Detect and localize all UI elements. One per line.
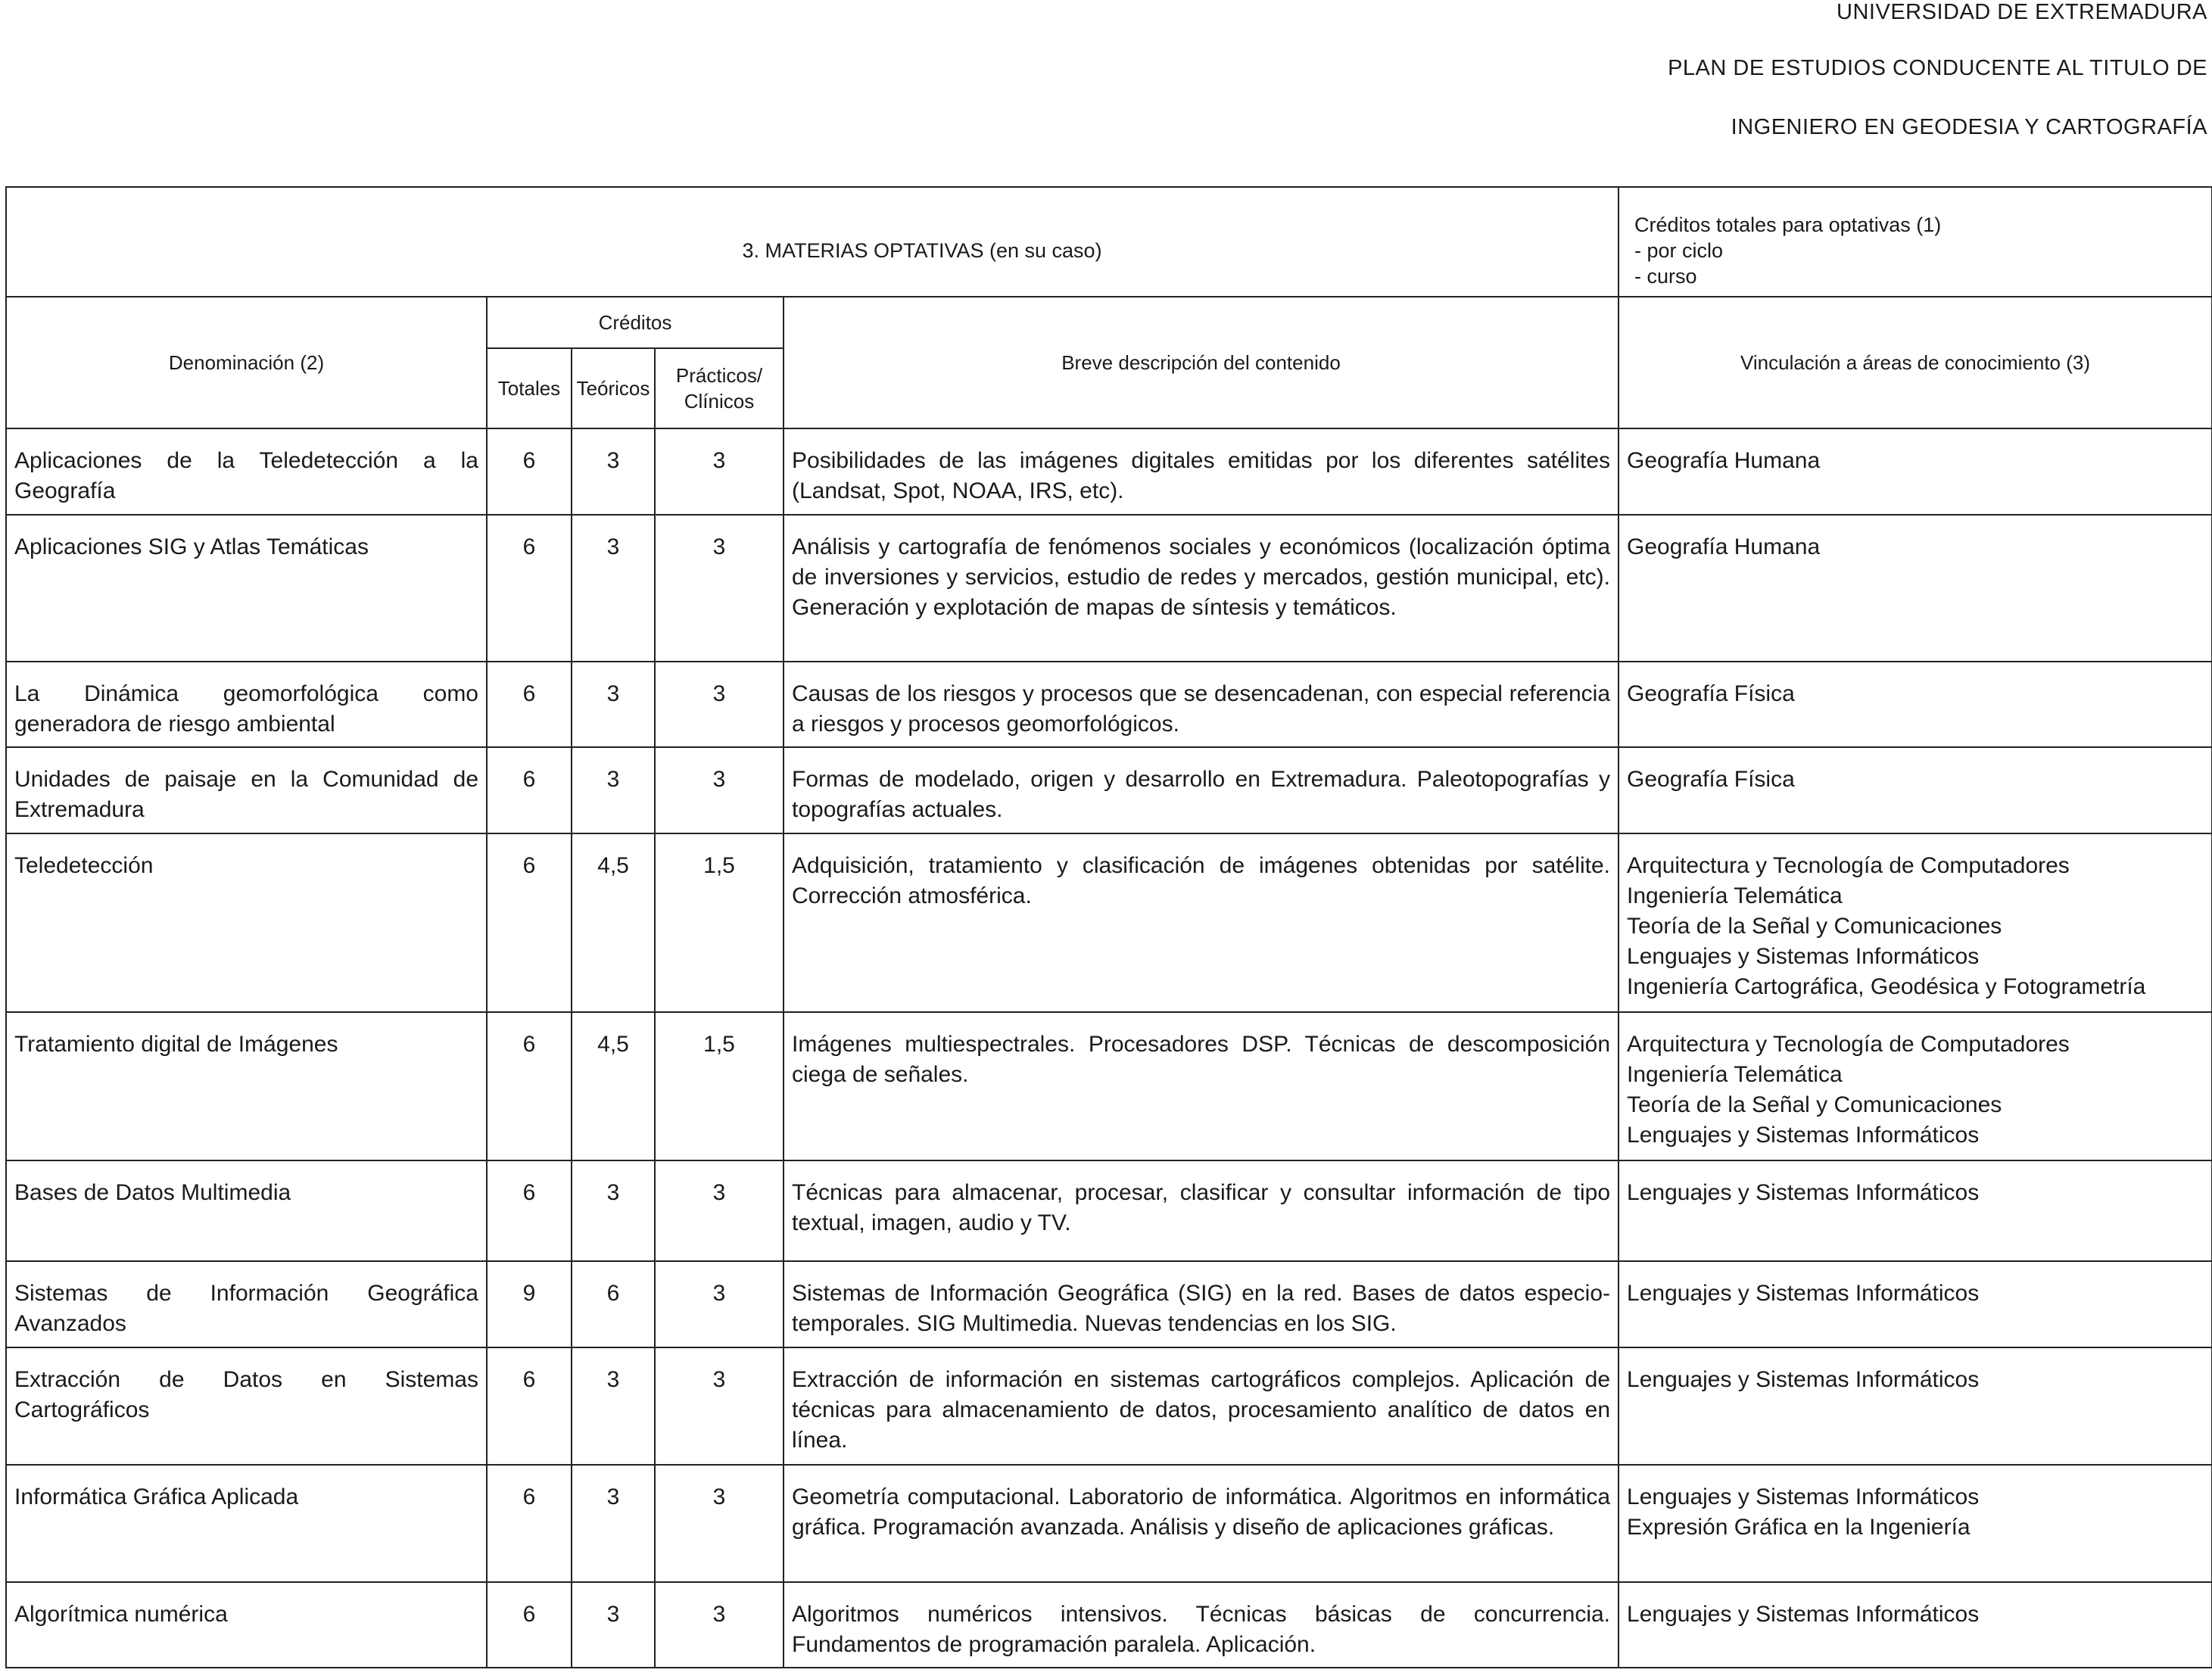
subject-name: La Dinámica geomorfológica como generadora de riesgo ambiental [6,662,487,747]
subject-description: Geometría computacional. Laboratorio de informática. Algoritmos en informática gráfica. Programación avanzada. Análisis y diseño de aplicaciones gráficas. [784,1465,1618,1582]
knowledge-areas [1618,1582,2212,1668]
credits-totales: 6 [487,1465,572,1582]
subject-description: Imágenes multiespectrales. Procesadores DSP. Técnicas de descomposición ciega de señales. [784,1012,1618,1160]
knowledge-area: Geografía Física [1627,767,1795,792]
credits-practicos: 1,5 [655,833,784,1012]
credits-totales: 6 [487,747,572,833]
subject-name: Extracción de Datos en Sistemas Cartográficos [6,1347,487,1465]
col-header-totales: Totales [487,348,572,428]
col-header-practicos [655,348,784,428]
knowledge-area: Lenguajes y Sistemas Informáticos [1627,1367,1980,1392]
subject-name: Unidades de paisaje en la Comunidad de Extremadura [6,747,487,833]
credits-practicos: 3 [655,662,784,747]
col-header-teoricos: Teóricos [572,348,655,428]
knowledge-area: Lenguajes y Sistemas Informáticos [1627,1123,1980,1148]
col-header-practicos-line2: Clínicos [684,390,755,413]
section-title: 3. MATERIAS OPTATIVAS (en su caso) [6,187,1618,297]
credits-totales: 6 [487,1012,572,1160]
credits-practicos: 3 [655,515,784,662]
credits-practicos: 1,5 [655,1012,784,1160]
knowledge-area: Geografía Física [1627,681,1795,706]
knowledge-areas [1618,1160,2212,1261]
subject-name: Sistemas de Información Geográfica Avanzados [6,1261,487,1347]
table-row [6,662,2212,747]
knowledge-area: Ingeniería Telemática [1627,883,1843,908]
knowledge-area: Geografía Humana [1627,534,1821,559]
subject-name: Aplicaciones de la Teledetección a la Geografía [6,428,487,515]
col-header-name: Denominación (2) [6,297,487,428]
credits-totales: 9 [487,1261,572,1347]
subject-name: Teledetección [6,833,487,1012]
credits-totales: 6 [487,1160,572,1261]
knowledge-areas [1618,1465,2212,1582]
credits-practicos: 3 [655,428,784,515]
optional-subjects-table [5,186,2212,1668]
subject-description: Formas de modelado, origen y desarrollo en Extremadura. Paleotopografías y topografías actuales. [784,747,1618,833]
credits-totales: 6 [487,428,572,515]
subject-name: Aplicaciones SIG y Atlas Temáticas [6,515,487,662]
knowledge-areas [1618,747,2212,833]
credits-teoricos: 3 [572,662,655,747]
knowledge-area: Lenguajes y Sistemas Informáticos [1627,1484,1980,1509]
table-row [6,515,2212,662]
table-row [6,1465,2212,1582]
credits-teoricos: 3 [572,1160,655,1261]
credits-practicos: 3 [655,1582,784,1668]
credits-teoricos: 4,5 [572,833,655,1012]
knowledge-area: Teoría de la Señal y Comunicaciones [1627,1092,2002,1117]
knowledge-area: Lenguajes y Sistemas Informáticos [1627,944,1980,969]
header-plan: PLAN DE ESTUDIOS CONDUCENTE AL TITULO DE [1668,56,2207,80]
knowledge-areas [1618,662,2212,747]
credits-teoricos: 3 [572,747,655,833]
knowledge-area: Ingeniería Telemática [1627,1062,1843,1087]
subject-name: Bases de Datos Multimedia [6,1160,487,1261]
credits-practicos: 3 [655,1347,784,1465]
credits-summary [1618,187,2212,297]
subject-description: Extracción de información en sistemas cartográficos complejos. Aplicación de técnicas para almacenamiento de datos, procesamiento analítico de datos en línea. [784,1347,1618,1465]
credits-per-course-label: - curso [1634,264,1697,288]
credits-practicos: 3 [655,1261,784,1347]
knowledge-areas [1618,1261,2212,1347]
credits-teoricos: 4,5 [572,1012,655,1160]
credits-totales: 6 [487,1582,572,1668]
credits-practicos: 3 [655,1160,784,1261]
credits-per-cycle-label: - por ciclo [1634,238,1724,262]
knowledge-area: Geografía Humana [1627,448,1821,473]
col-header-creditos: Créditos [487,297,784,348]
credits-teoricos: 3 [572,515,655,662]
subject-description: Posibilidades de las imágenes digitales emitidas por los diferentes satélites (Landsat, Spot, NOAA, IRS, etc). [784,428,1618,515]
credits-teoricos: 3 [572,1465,655,1582]
credits-practicos: 3 [655,747,784,833]
knowledge-area: Lenguajes y Sistemas Informáticos [1627,1602,1980,1627]
knowledge-area: Lenguajes y Sistemas Informáticos [1627,1180,1980,1205]
knowledge-areas [1618,833,2212,1012]
knowledge-area: Arquitectura y Tecnología de Computadores [1627,853,2070,878]
credits-totales: 6 [487,833,572,1012]
subject-description: Algoritmos numéricos intensivos. Técnicas básicas de concurrencia. Fundamentos de programación paralela. Aplicación. [784,1582,1618,1668]
knowledge-areas [1618,1012,2212,1160]
knowledge-area: Ingeniería Cartográfica, Geodésica y Fotogrametría [1627,974,2146,999]
knowledge-areas [1618,1347,2212,1465]
credits-total-label: Créditos totales para optativas (1) [1634,213,1942,236]
col-header-practicos-line1: Prácticos/ [675,364,763,387]
knowledge-area: Teoría de la Señal y Comunicaciones [1627,914,2002,939]
table-row [6,428,2212,515]
knowledge-area: Arquitectura y Tecnología de Computadores [1627,1032,2070,1057]
knowledge-areas [1618,515,2212,662]
subject-name: Tratamiento digital de Imágenes [6,1012,487,1160]
header-degree: INGENIERO EN GEODESIA Y CARTOGRAFÍA [1731,115,2207,139]
subject-description: Adquisición, tratamiento y clasificación de imágenes obtenidas por satélite. Corrección atmosférica. [784,833,1618,1012]
table-row [6,1160,2212,1261]
subject-name: Algorítmica numérica [6,1582,487,1668]
knowledge-area: Lenguajes y Sistemas Informáticos [1627,1281,1980,1306]
knowledge-areas [1618,428,2212,515]
credits-practicos: 3 [655,1465,784,1582]
table-row [6,1012,2212,1160]
credits-totales: 6 [487,662,572,747]
header-university: UNIVERSIDAD DE EXTREMADURA [1837,0,2207,24]
subject-description: Causas de los riesgos y procesos que se desencadenan, con especial referencia a riesgos y procesos geomorfológicos. [784,662,1618,747]
knowledge-area: Expresión Gráfica en la Ingeniería [1627,1515,1971,1540]
credits-teoricos: 3 [572,1347,655,1465]
subject-description: Análisis y cartografía de fenómenos sociales y económicos (localización óptima de inversiones y servicios, estudio de redes y mercados, gestión municipal, etc). Generación y explotación de mapas de síntesis y temáticos. [784,515,1618,662]
subject-description: Técnicas para almacenar, procesar, clasificar y consultar información de tipo textual, imagen, audio y TV. [784,1160,1618,1261]
subject-name: Informática Gráfica Aplicada [6,1465,487,1582]
subject-description: Sistemas de Información Geográfica (SIG) en la red. Bases de datos especio-temporales. SIG Multimedia. Nuevas tendencias en los SIG. [784,1261,1618,1347]
credits-totales: 6 [487,515,572,662]
table-row [6,833,2212,1012]
table-row [6,747,2212,833]
table-row [6,1261,2212,1347]
col-header-areas: Vinculación a áreas de conocimiento (3) [1618,297,2212,428]
table-row [6,1347,2212,1465]
credits-teoricos: 6 [572,1261,655,1347]
col-header-description: Breve descripción del contenido [784,297,1618,428]
table-row [6,1582,2212,1668]
credits-teoricos: 3 [572,428,655,515]
credits-teoricos: 3 [572,1582,655,1668]
credits-totales: 6 [487,1347,572,1465]
